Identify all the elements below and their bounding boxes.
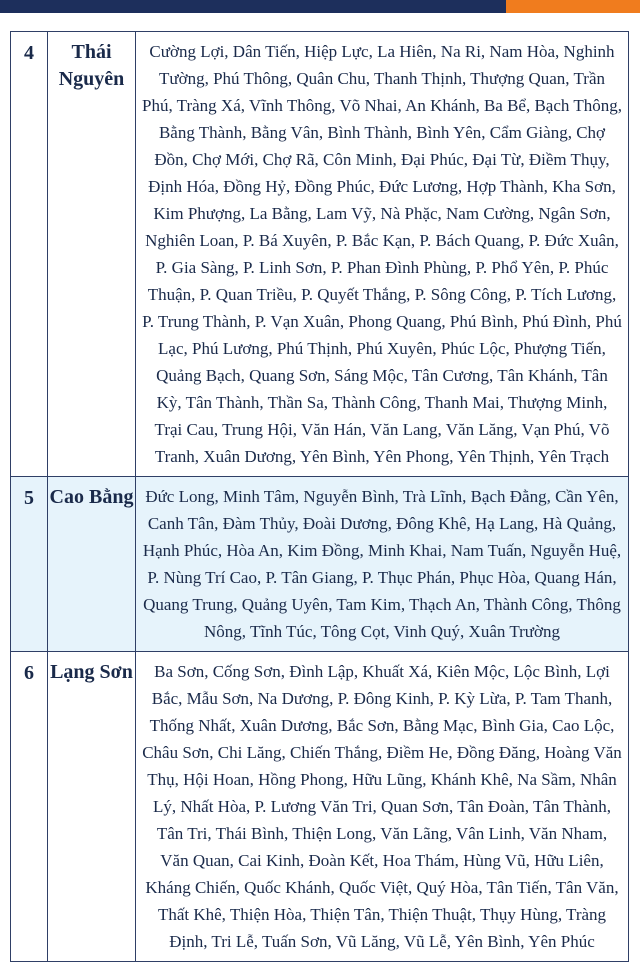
header-bar-orange [506,0,640,13]
province-name: Cao Bằng [48,477,136,652]
header-bar-navy [0,0,506,13]
province-name: Lạng Sơn [48,652,136,962]
table-row [11,477,629,652]
unit-list: Ba Sơn, Cống Sơn, Đình Lập, Khuất Xá, Kiên Mộc, Lộc Bình, Lợi Bắc, Mẫu Sơn, Na Dương, P. Đông Kinh, P. Kỳ Lừa, P. Tam Thanh, Thống Nhất, Xuân Dương, Bắc Sơn, Bằng Mạc, Bình Gia, Cao Lộc, Châu Sơn, Chi Lăng, Chiến Thắng, Điềm He, Đồng Đăng, Hoàng Văn Thụ, Hội Hoan, Hồng Phong, Hữu Lũng, Khánh Khê, Na Sầm, Nhân Lý, Nhất Hòa, P. Lương Văn Tri, Quan Sơn, Tân Đoàn, Tân Thành, Tân Tri, Thái Bình, Thiện Long, Văn Lãng, Vân Linh, Văn Nham, Văn Quan, Cai Kinh, Đoàn Kết, Hoa Thám, Hùng Vũ, Hữu Liên, Kháng Chiến, Quốc Khánh, Quốc Việt, Quý Hòa, Tân Tiến, Tân Văn, Thất Khê, Thiện Hòa, Thiện Tân, Thiện Thuật, Thụy Hùng, Tràng Định, Tri Lễ, Tuấn Sơn, Vũ Lăng, Vũ Lễ, Yên Bình, Yên Phúc [136,652,629,962]
row-number: 4 [11,32,48,477]
table-row [11,652,629,962]
table-row [11,32,629,477]
unit-list: Cường Lợi, Dân Tiến, Hiệp Lực, La Hiên, Na Ri, Nam Hòa, Nghinh Tường, Phú Thông, Quân Chu, Thanh Thịnh, Thượng Quan, Trần Phú, Tràng Xá, Vĩnh Thông, Võ Nhai, An Khánh, Ba Bể, Bạch Thông, Bằng Thành, Bằng Vân, Bình Thành, Bình Yên, Cẩm Giàng, Chợ Đồn, Chợ Mới, Chợ Rã, Côn Minh, Đại Phúc, Đại Từ, Điềm Thụy, Định Hóa, Đồng Hỷ, Đồng Phúc, Đức Lương, Hợp Thành, Kha Sơn, Kim Phượng, La Bằng, Lam Vỹ, Nà Phặc, Nam Cường, Ngân Sơn, Nghiên Loan, P. Bá Xuyên, P. Bắc Kạn, P. Bách Quang, P. Đức Xuân, P. Gia Sàng, P. Linh Sơn, P. Phan Đình Phùng, P. Phổ Yên, P. Phúc Thuận, P. Quan Triều, P. Quyết Thắng, P. Sông Công, P. Tích Lương, P. Trung Thành, P. Vạn Xuân, Phong Quang, Phú Bình, Phú Đình, Phú Lạc, Phú Lương, Phú Thịnh, Phú Xuyên, Phúc Lộc, Phượng Tiến, Quảng Bạch, Quang Sơn, Sáng Mộc, Tân Cương, Tân Khánh, Tân Kỳ, Tân Thành, Thần Sa, Thành Công, Thanh Mai, Thượng Minh, Trại Cau, Trung Hội, Văn Hán, Văn Lang, Văn Lăng, Vạn Phú, Võ Tranh, Xuân Dương, Yên Bình, Yên Phong, Yên Thịnh, Yên Trạch [136,32,629,477]
province-name: Thái Nguyên [48,32,136,477]
unit-list: Đức Long, Minh Tâm, Nguyễn Bình, Trà Lĩnh, Bạch Đằng, Cần Yên, Canh Tân, Đàm Thủy, Đoài Dương, Đông Khê, Hạ Lang, Hà Quảng, Hạnh Phúc, Hòa An, Kim Đồng, Minh Khai, Nam Tuấn, Nguyễn Huệ, P. Nùng Trí Cao, P. Tân Giang, P. Thục Phán, Phục Hòa, Quang Hán, Quang Trung, Quảng Uyên, Tam Kim, Thạch An, Thành Công, Thông Nông, Tĩnh Túc, Tông Cọt, Vinh Quý, Xuân Trường [136,477,629,652]
row-number: 6 [11,652,48,962]
header-accent-bar [0,0,640,13]
row-number: 5 [11,477,48,652]
province-units-table [10,31,629,962]
